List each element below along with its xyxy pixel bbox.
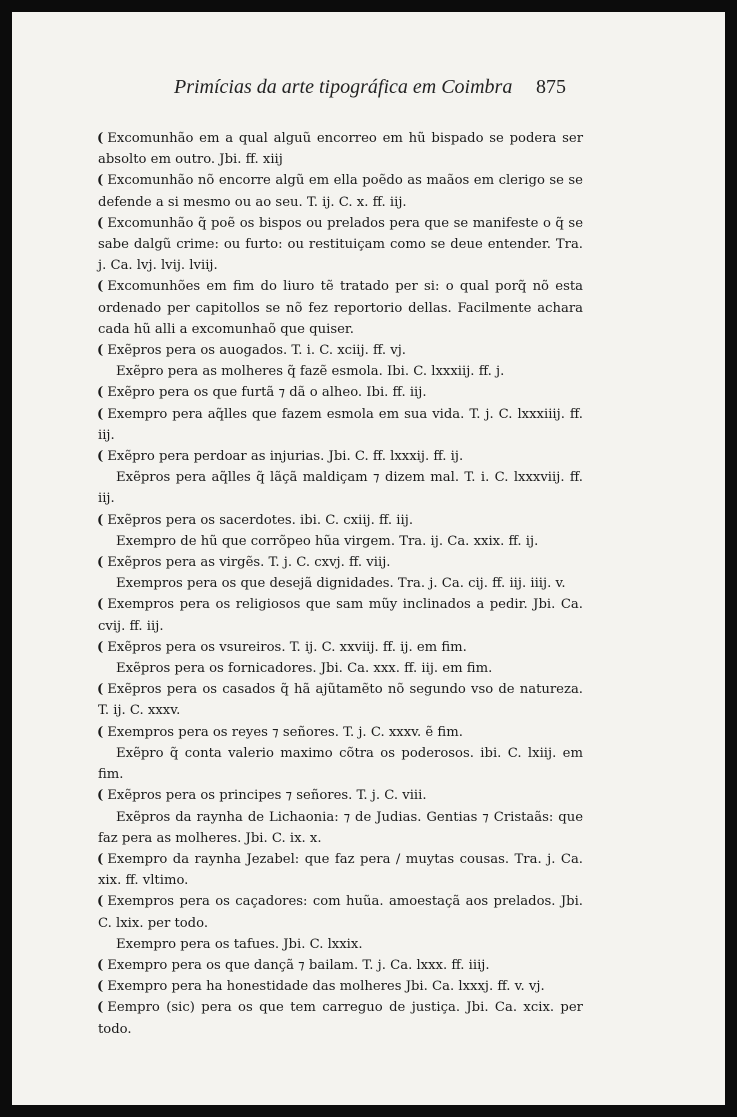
entry-text: Exẽpros da raynha de Lichaonia: ⁊ de Judias. Gentias ⁊ Cristaãs: que faz pera as molheres. Jbi. C. ix. x. [98, 809, 583, 846]
index-entry [98, 552, 583, 573]
paragraph-mark-icon: ( [97, 682, 104, 698]
paragraph-mark-icon: ( [97, 343, 104, 359]
index-entry [98, 467, 583, 509]
entry-text: Exẽpros pera os auogados. T. i. C. xciij. ff. vj. [107, 343, 406, 359]
index-entry [98, 404, 583, 446]
entry-text: Exempro pera os tafues. Jbi. C. lxxix. [116, 936, 363, 952]
entry-text: Exẽpros pera os vsureiros. T. ij. C. xxviij. ff. ij. em fim. [107, 639, 467, 655]
index-entry [98, 849, 583, 891]
paragraph-mark-icon: ( [97, 406, 104, 422]
entry-text: Exẽpros pera aq̃lles q̃ lãçã maldiçam ⁊ dizem mal. T. i. C. lxxxviij. ff. iij. [98, 470, 583, 507]
index-entry [98, 510, 583, 531]
entry-text: Exẽpro pera os que furtã ⁊ dã o alheo. Ibi. ff. iij. [107, 385, 427, 401]
entry-text: Excomunhões em fim do liuro tẽ tratado per si: o qual porq̃ nõ esta ordenado per capitollos se nõ fez reportorio dellas. Facilmente achara cada hũ alli a excomunhaõ que quiser. [98, 279, 583, 337]
entry-text: Exẽpros pera as virgẽs. T. j. C. cxvj. ff. viij. [107, 555, 391, 571]
page-number: 875 [536, 76, 566, 98]
index-entry [98, 531, 583, 552]
entry-text: Exẽpro pera as molheres q̃ fazẽ esmola. Ibi. C. lxxxiij. ff. j. [116, 364, 505, 380]
entry-text: Exempro da raynha Jezabel: que faz pera / muytas cousas. Tra. j. Ca. xix. ff. vltimo. [98, 851, 583, 889]
entry-text: Excomunhão q̃ poẽ os bispos ou prelados pera que se manifeste o q̃ se sabe dalgũ crime: ou furto: ou restituiçam como se deue entender. Tra. j. Ca. lvj. lvij. lviij. [98, 215, 583, 274]
index-entry [98, 743, 583, 785]
index-entry [98, 213, 583, 277]
paragraph-mark-icon: ( [97, 851, 104, 867]
index-entry [98, 382, 583, 403]
index-entry [98, 573, 583, 594]
entry-text: Excomunhão nõ encorre algũ em ella poẽdo as maãos em clerigo se se defende a si mesmo ou ao seu. T. ij. C. x. ff. iij. [98, 173, 583, 210]
index-entry [98, 658, 583, 679]
paragraph-mark-icon: ( [97, 788, 104, 804]
entry-text: Exẽpros pera os sacerdotes. ibi. C. cxiij. ff. iij. [107, 512, 414, 528]
paragraph-mark-icon: ( [97, 639, 104, 655]
paragraph-mark-icon: ( [97, 894, 104, 910]
index-entries [98, 128, 583, 1040]
paragraph-mark-icon: ( [97, 449, 104, 465]
index-entry [98, 807, 583, 849]
index-entry [98, 276, 583, 340]
entry-text: Exẽpros pera os fornicadores. Jbi. Ca. xxx. ff. iij. em fim. [116, 661, 493, 677]
entry-text: Exempros pera os religiosos que sam mũy inclinados a pedir. Jbi. Ca. cvij. ff. iij. [98, 597, 583, 634]
entry-text: Exempros pera os caçadores: com huũa. amoestaçã aos prelados. Jbi. C. lxix. per todo. [98, 894, 583, 931]
index-entry [98, 722, 583, 743]
paragraph-mark-icon: ( [97, 215, 104, 231]
entry-text: Eempro (sic) pera os que tem carreguo de justiça. Jbi. Ca. xcix. per todo. [98, 1000, 583, 1037]
index-entry [98, 446, 583, 467]
entry-text: Exẽpros pera os casados q̃ hã ajũtamẽto nõ segundo vso de natureza. T. ij. C. xxxv. [98, 682, 583, 719]
entry-text: Exempro pera os que dançã ⁊ bailam. T. j. Ca. lxxx. ff. iiij. [107, 957, 490, 973]
index-entry [98, 679, 583, 721]
entry-text: Exempro pera ha honestidade das molheres Jbi. Ca. lxxxj. ff. v. vj. [107, 979, 545, 995]
paragraph-mark-icon: ( [97, 279, 104, 295]
running-header [12, 76, 725, 106]
entry-text: Exẽpro pera perdoar as injurias. Jbi. C. ff. lxxxij. ff. ij. [107, 449, 464, 465]
index-entry [98, 997, 583, 1039]
index-entry [98, 340, 583, 361]
paragraph-mark-icon: ( [97, 597, 104, 613]
index-entry [98, 976, 583, 997]
entry-text: Exẽpros pera os principes ⁊ señores. T. j. C. viii. [107, 788, 427, 804]
book-page [12, 12, 725, 1105]
index-entry [98, 934, 583, 955]
paragraph-mark-icon: ( [97, 1000, 104, 1016]
paragraph-mark-icon: ( [97, 957, 104, 973]
paragraph-mark-icon: ( [97, 385, 104, 401]
entry-text: Exempros pera os que desejã dignidades. Tra. j. Ca. cij. ff. iij. iiij. v. [116, 576, 566, 592]
running-title: Primícias da arte tipográfica em Coimbra [174, 76, 513, 98]
entry-text: Exempros pera os reyes ⁊ señores. T. j. C. xxxv. ẽ fim. [107, 724, 463, 740]
paragraph-mark-icon: ( [97, 173, 104, 189]
index-entry [98, 955, 583, 976]
entry-text: Exẽpro q̃ conta valerio maximo cõtra os poderosos. ibi. C. lxiij. em fim. [98, 745, 583, 783]
paragraph-mark-icon: ( [97, 555, 104, 571]
paragraph-mark-icon: ( [97, 512, 104, 528]
paragraph-mark-icon: ( [97, 131, 104, 146]
paragraph-mark-icon: ( [97, 724, 104, 740]
index-entry [98, 785, 583, 806]
entry-text: Excomunhão em a qual alguũ encorreo em hũ bispado se podera ser absolto em outro. Jbi. ff. xiij [98, 131, 583, 168]
entry-text: Exempro de hũ que corrõpeo hũa virgem. Tra. ij. Ca. xxix. ff. ij. [116, 533, 539, 549]
entry-text: Exempro pera aq̃lles que fazem esmola em sua vida. T. j. C. lxxxiiij. ff. iij. [98, 406, 583, 443]
index-entry [98, 891, 583, 933]
index-entry [98, 128, 583, 170]
paragraph-mark-icon: ( [97, 979, 104, 995]
index-entry [98, 637, 583, 658]
index-entry [98, 594, 583, 636]
index-entry [98, 170, 583, 212]
index-entry [98, 361, 583, 382]
